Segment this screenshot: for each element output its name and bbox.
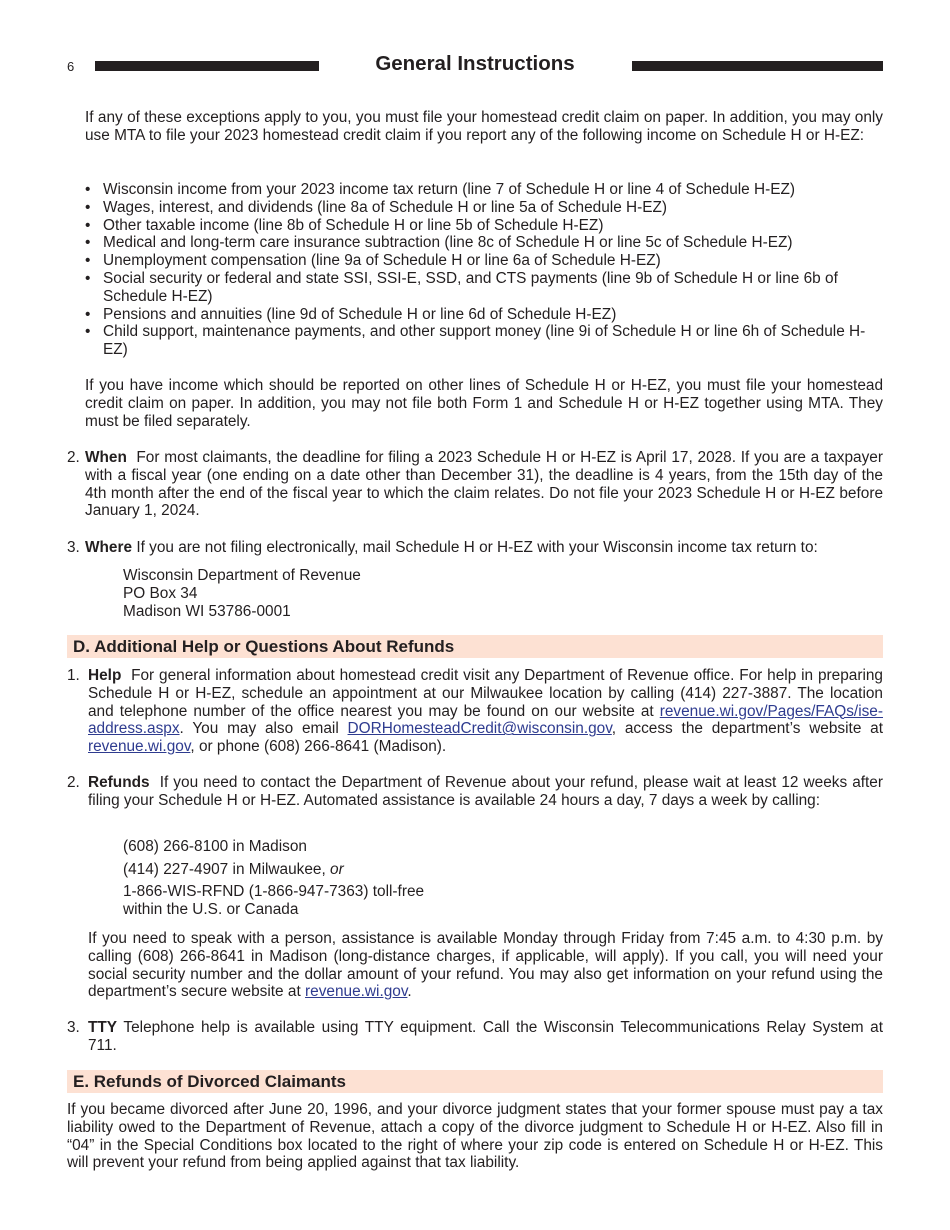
intro-text: If any of these exceptions apply to you, you must file your homestead credit claim on paper. In addition, you may only use MTA to file your 2023 homestead credit claim if you report any of the following income on Schedule H or H-EZ: [85,109,883,144]
other-income-text: If you have income which should be reported on other lines of Schedule H or H-EZ, you must file your homestead credit claim on paper. In addition, you may not file both Form 1 and Schedule H or H-EZ together using MTA. They must be filed separately. [85,377,883,430]
refunds-person-end: . [407,983,412,1001]
section-e-text: If you became divorced after June 20, 1996, and your divorce judgment states that your former spouse must pay a tax liability owed to the Department of Revenue, attach a copy of the divorce judgment to Schedule H or H-EZ. Also fill in “04” in the Special Conditions box located to the right of where your zip code is entered on Schedule H or H-EZ. This will prevent your refund from being applied against that tax liability. [67,1101,883,1172]
section-e-paragraph [67,1101,883,1172]
item-number: 3. [67,539,80,556]
tty-heading: TTY [88,1019,118,1036]
help-text-3: , access the department’s website at [611,720,883,738]
phone-madison: (608) 266-8100 in Madison [123,838,307,855]
phone-tollfree-line: within the U.S. or Canada [123,900,299,918]
address-line: Wisconsin Department of Revenue [123,567,361,584]
tty-item [67,1019,883,1055]
when-heading: When [85,449,127,466]
income-list [85,181,883,359]
item-number: 1. [67,667,80,684]
refunds-text: If you need to contact the Department of Revenue about your refund, please wait at least 12 weeks after filing your Schedule H or H-EZ. Automated assistance is available 24 hours a day, 7 days a week by calling: [88,774,883,809]
page-title: General Instructions [375,52,575,75]
address-line: PO Box 34 [123,584,198,602]
phone-milwaukee-text: (414) 227-4907 in Milwaukee, [123,861,326,878]
phone-milwaukee-or: or [330,861,344,878]
phone-tollfree [123,883,424,919]
help-text-4: , or phone (608) 266-8641 (Madison). [190,738,447,756]
list-item: • Medical and long-term care insurance subtraction (line 8c of Schedule H or line 5c of Schedule H-EZ) [85,234,883,252]
section-d-heading: D. Additional Help or Questions About Refunds [67,635,883,658]
tty-text: Telephone help is available using TTY equipment. Call the Wisconsin Telecommunications Relay System at 711. [88,1019,884,1054]
email-link[interactable]: DORHomesteadCredit@wisconsin.gov [347,720,612,738]
list-item: • Wages, interest, and dividends (line 8a of Schedule H or line 5a of Schedule H-EZ) [85,199,883,217]
item-number: 3. [67,1019,80,1036]
refunds-person-text: If you need to speak with a person, assistance is available Monday through Friday from 7:45 a.m. to 4:30 p.m. by calling (608) 266-8641 in Madison (long-distance charges, if applicable, will apply). If you call, you will need your social security number and the dollar amount of your refund. You may also get information on your refund using the department’s secure website at [88,930,883,1001]
section-e-heading: E. Refunds of Divorced Claimants [67,1070,883,1093]
list-item: • Social security or federal and state SSI, SSI-E, SSD, and CTS payments (line 9b of Schedule H or line 6b of Schedule H-EZ) [85,270,883,306]
address-line: Madison WI 53786-0001 [123,602,291,620]
when-text: For most claimants, the deadline for filing a 2023 Schedule H or H-EZ is April 17, 2028. If you are a taxpayer with a fiscal year (one ending on a date other than December 31), the deadline is 4 years, from the 15th day of the 4th month after the end of the fiscal year to which the claim relates. Do not file your 2023 Schedule H or H-EZ before January 1, 2024. [85,449,883,520]
phone-tollfree-line: 1-866-WIS-RFND (1-866-947-7363) toll-free [123,883,425,900]
where-text: If you are not filing electronically, mail Schedule H or H-EZ with your Wisconsin income tax return to: [136,539,818,556]
help-item [67,667,883,756]
ise-address-link[interactable]: revenue.wi.gov/Pages/FAQs/ise-address.aspx [88,702,883,738]
other-income-paragraph [85,377,883,430]
website-link[interactable]: revenue.wi.gov [88,738,191,756]
list-item: • Wisconsin income from your 2023 income tax return (line 7 of Schedule H or line 4 of Schedule H-EZ) [85,181,883,199]
item-number: 2. [67,449,80,466]
help-text-1: For general information about homestead credit visit any Department of Revenue office. For help in preparing Schedule H or H-EZ, schedule an appointment at our Milwaukee location by calling (414) 227-3887. The location and telephone number of the office nearest you may be found on our website at [88,667,883,720]
secure-website-link[interactable]: revenue.wi.gov [305,983,408,1001]
phone-milwaukee [123,861,344,879]
help-heading: Help [88,667,122,684]
intro-paragraph [85,109,883,145]
page-number: 6 [67,59,75,74]
where-heading: Where [85,539,133,556]
refunds-person-paragraph [88,930,883,1001]
mailing-address [123,567,361,620]
refunds-item [67,774,883,810]
help-text-2: . You may also email [179,720,339,738]
item-number: 2. [67,774,80,791]
header-rule-left [95,61,319,71]
list-item: • Other taxable income (line 8b of Schedule H or line 5b of Schedule H-EZ) [85,217,883,235]
list-item: • Unemployment compensation (line 9a of Schedule H or line 6a of Schedule H-EZ) [85,252,883,270]
list-item: • Child support, maintenance payments, and other support money (line 9i of Schedule H or line 6h of Schedule H-EZ) [85,323,883,359]
where-item [67,539,883,557]
list-item: • Pensions and annuities (line 9d of Schedule H or line 6d of Schedule H-EZ) [85,306,883,324]
refunds-heading: Refunds [88,774,150,791]
header-rule-right [632,61,883,71]
when-item [67,449,883,520]
